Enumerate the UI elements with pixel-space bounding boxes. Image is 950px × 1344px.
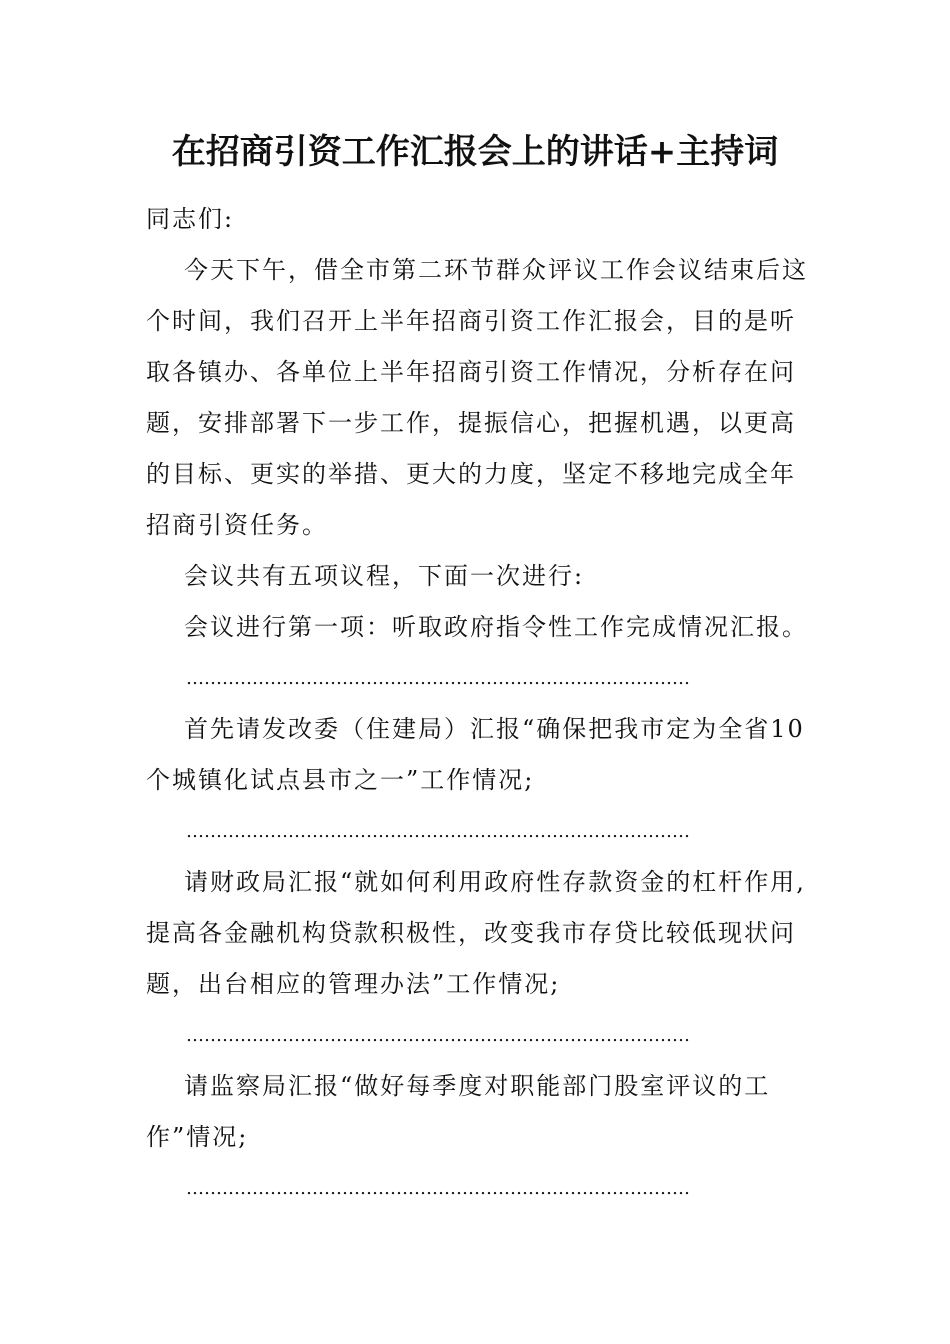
paragraph-1-line-3: 取各镇办、各单位上半年招商引资工作情况，分析存在问 (146, 358, 796, 386)
paragraph-1-line-5: 的目标、更实的举措、更大的力度，坚定不移地完成全年 (146, 460, 796, 488)
paragraph-1-line-1: 今天下午，借全市第二环节群众评议工作会议结束后这 (184, 256, 808, 284)
paragraph-1-line-4: 题，安排部署下一步工作，提振信心，把握机遇，以更高 (146, 409, 796, 437)
ellipsis-divider-2: ………………………………………………………………………… (186, 821, 690, 842)
agenda-intro: 会议共有五项议程，下面一次进行: (184, 562, 585, 590)
report-3-line-2: 作”情况; (146, 1123, 249, 1151)
agenda-item-1: 会议进行第一项：听取政府指令性工作完成情况汇报。 (184, 613, 808, 641)
report-2-line-1: 请财政局汇报“就如何利用政府性存款资金的杠杆作用, (184, 868, 806, 896)
document-title: 在招商引资工作汇报会上的讲话+主持词 (171, 132, 779, 172)
paragraph-1-line-2: 个时间，我们召开上半年招商引资工作汇报会，目的是听 (146, 307, 796, 335)
document-body (146, 194, 811, 1214)
report-2-line-3: 题，出台相应的管理办法”工作情况; (146, 970, 561, 998)
report-3-line-1: 请监察局汇报“做好每季度对职能部门股室评议的工 (184, 1072, 771, 1100)
paragraph-1-line-6: 招商引资任务。 (146, 511, 328, 539)
report-1-line-2: 个城镇化试点县市之一”工作情况; (146, 766, 535, 794)
report-2-line-2: 提高各金融机构贷款积极性，改变我市存贷比较低现状问 (146, 919, 796, 947)
ellipsis-divider-4: ………………………………………………………………………… (186, 1178, 690, 1199)
ellipsis-divider-1: ………………………………………………………………………… (186, 668, 690, 689)
report-1-line-1: 首先请发改委（住建局）汇报“确保把我市定为全省10 (184, 715, 805, 743)
greeting: 同志们: (146, 205, 235, 233)
ellipsis-divider-3: ………………………………………………………………………… (186, 1025, 690, 1046)
